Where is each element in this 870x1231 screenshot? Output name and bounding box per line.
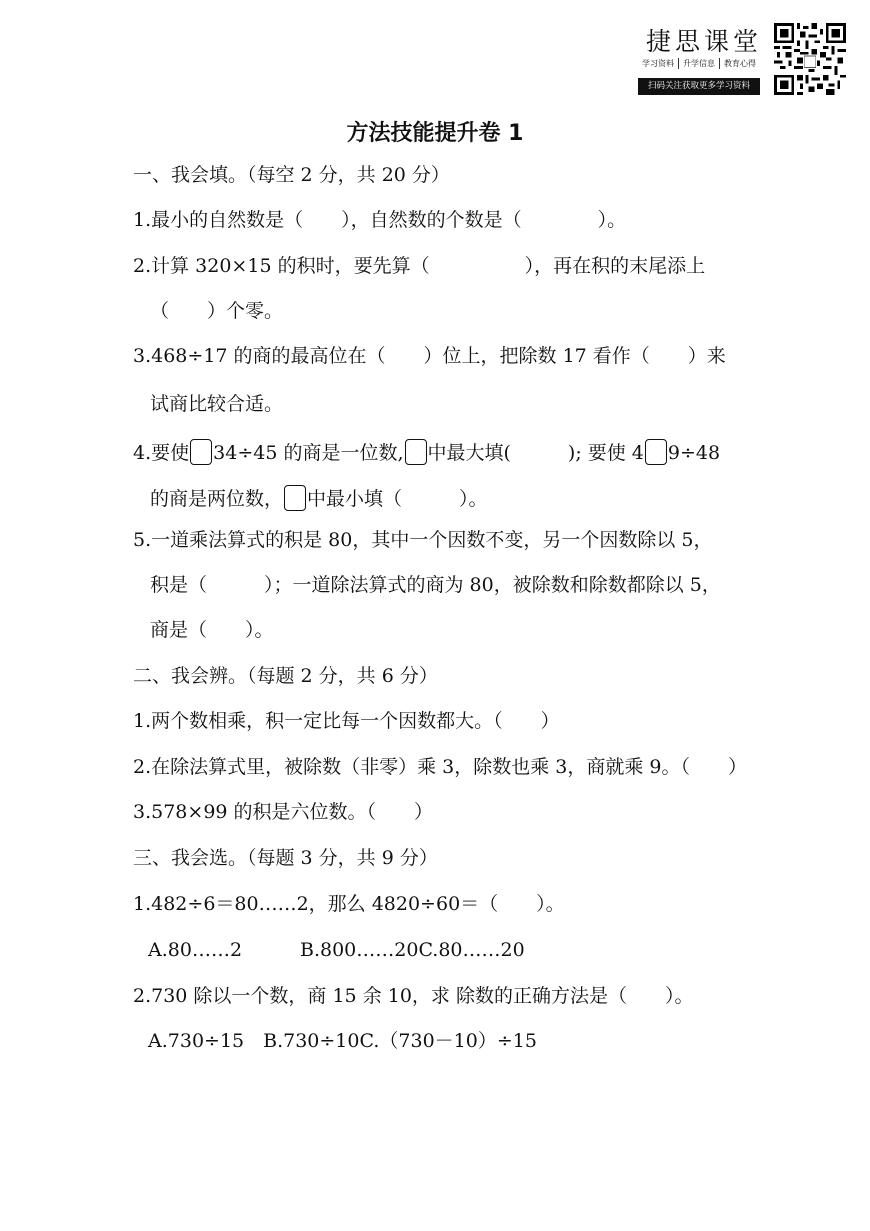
brand-tag: 升学信息 bbox=[679, 58, 720, 69]
question-text: （ ）个零。 bbox=[150, 300, 284, 322]
question-text: 4.要使 bbox=[133, 442, 190, 464]
question-text: 2.730 除以一个数，商 15 余 10，求 除数的正确方法是（ ）。 bbox=[133, 985, 694, 1007]
question-text: 的商是两位数， bbox=[150, 488, 284, 510]
question-text: 商是（ ）。 bbox=[150, 619, 274, 641]
page-title: 方法技能提升卷 1 bbox=[346, 121, 524, 146]
question-text: 3.468÷17 的商的最高位在（ ）位上，把除数 17 看作（ ）来 bbox=[133, 345, 726, 367]
section-heading: 一、我会填。（每空 2 分，共 20 分） bbox=[133, 164, 450, 186]
question-4-line-1 bbox=[133, 439, 720, 466]
question-text: 5.一道乘法算式的积是 80，其中一个因数不变，另一个因数除以 5， bbox=[133, 529, 713, 551]
answer-box[interactable] bbox=[284, 485, 306, 511]
question-text: 试商比较合适。 bbox=[150, 393, 284, 415]
options[interactable]: A.730÷15 B.730÷10C.（730－10）÷15 bbox=[148, 1030, 537, 1052]
question-text: 1.482÷6＝80……2，那么 4820÷60＝（ ）。 bbox=[133, 893, 565, 915]
question-text: 2.计算 320×15 的积时，要先算（ ），再在积的末尾添上 bbox=[133, 255, 706, 277]
brand-tag: 教育心得 bbox=[724, 59, 756, 68]
answer-box[interactable] bbox=[405, 439, 427, 465]
question-text: 1.两个数相乘，积一定比每一个因数都大。（ ） bbox=[133, 710, 560, 732]
option-a[interactable]: A.80……2 bbox=[148, 939, 243, 961]
question-text: 9÷48 bbox=[667, 442, 721, 464]
answer-box[interactable] bbox=[190, 439, 212, 465]
option-bc[interactable]: B.800……20C.80……20 bbox=[300, 939, 525, 961]
question-text: 3.578×99 的积是六位数。（ ） bbox=[133, 801, 434, 823]
question-text: 积是（ ）；一道除法算式的商为 80，被除数和除数都除以 5， bbox=[150, 574, 721, 596]
brand-banner: 扫码关注获取更多学习资料 bbox=[638, 78, 760, 95]
question-text: 中最大填( ); 要使 4 bbox=[427, 442, 644, 464]
brand-tags bbox=[638, 58, 760, 69]
question-text: 2.在除法算式里，被除数（非零）乘 3，除数也乘 3，商就乘 9。（ ） bbox=[133, 756, 748, 778]
answer-box[interactable] bbox=[645, 439, 667, 465]
qr-code-icon bbox=[774, 22, 846, 96]
question-text: 34÷45 的商是一位数, bbox=[213, 442, 404, 464]
question-4-line-2 bbox=[150, 485, 488, 512]
question-text: 中最小填（ ）。 bbox=[307, 488, 488, 510]
question-text: 1.最小的自然数是（ ），自然数的个数是（ ）。 bbox=[133, 209, 627, 231]
brand-tag: 学习资料 bbox=[638, 58, 679, 69]
section-heading: 二、我会辨。（每题 2 分，共 6 分） bbox=[133, 665, 438, 687]
section-heading: 三、我会选。（每题 3 分，共 9 分） bbox=[133, 847, 438, 869]
brand-name: 捷思课堂 bbox=[646, 27, 763, 56]
